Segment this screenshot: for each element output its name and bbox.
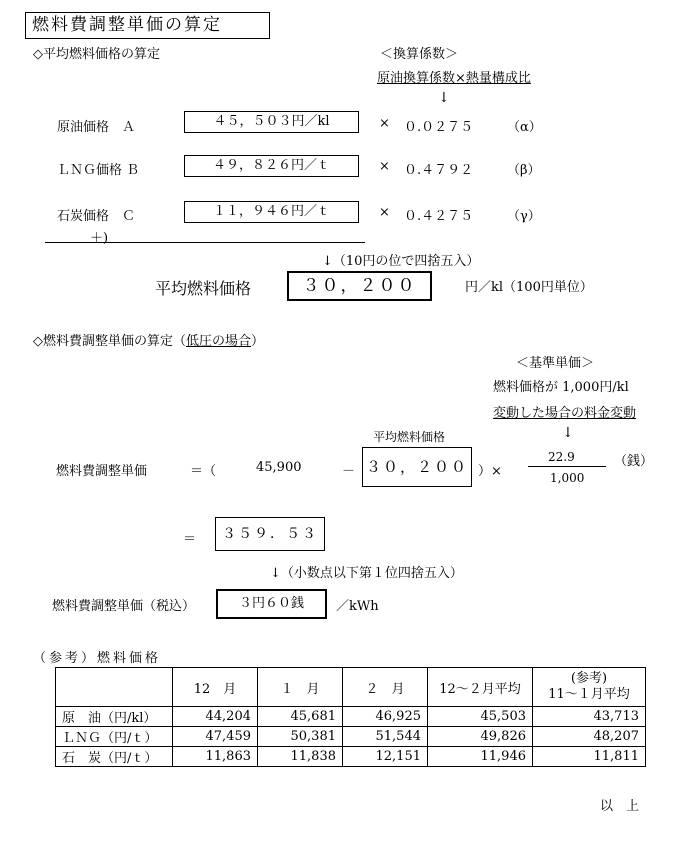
table-header-cell: 12 月 xyxy=(173,668,258,707)
fuel-label-oil: 原油価格 Ａ xyxy=(57,120,136,135)
avg-price-box: ３０，２００ xyxy=(362,447,472,487)
table-cell: 石 炭（円/ｔ） xyxy=(56,747,173,767)
table-cell: 50,381 xyxy=(258,727,343,747)
fraction-numerator: 22.9 xyxy=(548,450,575,464)
result-value: ３５９．５３ xyxy=(215,517,325,551)
coef-oil: ０.０２７５ xyxy=(404,120,474,135)
table-cell: 原 油（円/kl） xyxy=(56,707,173,727)
section2-heading: ◇燃料費調整単価の算定（低圧の場合） xyxy=(33,334,265,349)
page-title: 燃料費調整単価の算定 xyxy=(25,12,270,39)
fuel-label-lng: ＬＮＧ価格 Ｂ xyxy=(57,163,140,178)
sen-unit: （銭） xyxy=(614,454,654,469)
section1-heading: ◇平均燃料価格の算定 xyxy=(33,47,160,62)
coef-coal: ０.４２７５ xyxy=(404,209,474,224)
times-sign: × xyxy=(379,205,390,220)
minus-sign: － xyxy=(342,464,356,479)
rounding-note: ↓（10円の位で四捨五入） xyxy=(322,254,480,269)
table-header-cell: ２ 月 xyxy=(343,668,428,707)
formula-label: 燃料費調整単価 xyxy=(56,464,148,479)
fuel-value-lng: ４９，８２６円／ｔ xyxy=(184,155,359,177)
fraction-denominator: 1,000 xyxy=(550,471,585,485)
fuel-label-coal: 石炭価格 Ｃ xyxy=(57,209,136,224)
table-cell: 48,207 xyxy=(533,727,646,747)
table-cell: 51,544 xyxy=(343,727,428,747)
table-row xyxy=(56,747,646,767)
conversion-sublabel: 原油換算係数×熱量構成比 xyxy=(377,71,531,86)
table-cell: 45,503 xyxy=(428,707,533,727)
base-unit-line2: 変動した場合の料金変動 xyxy=(493,406,637,421)
close-times: ）× xyxy=(478,464,502,479)
table-cell: 45,681 xyxy=(258,707,343,727)
down-arrow: ↓ xyxy=(438,90,450,106)
down-arrow: ↓ xyxy=(562,425,574,441)
table-cell: 49,826 xyxy=(428,727,533,747)
table-cell: 46,925 xyxy=(343,707,428,727)
table-cell: 11,946 xyxy=(428,747,533,767)
table-cell: 47,459 xyxy=(173,727,258,747)
times-sign: × xyxy=(379,159,390,174)
avg-price-label: 平均燃料価格 xyxy=(155,279,252,298)
table-header-cell: (参考) 11～１月平均 xyxy=(533,668,646,707)
table-cell: 12,151 xyxy=(343,747,428,767)
taxed-unit: ／kWh xyxy=(336,599,379,614)
plus-sign: ＋) xyxy=(90,231,109,246)
table-header-row xyxy=(56,668,646,707)
table-cell: 44,204 xyxy=(173,707,258,727)
table-cell: 11,811 xyxy=(533,747,646,767)
fuel-value-coal: １１，９４６円／ｔ xyxy=(184,201,359,223)
greek-gamma: （γ） xyxy=(507,209,541,224)
equals-sign: ＝ xyxy=(183,532,197,547)
table-cell: ＬＮＧ（円/ｔ） xyxy=(56,727,173,747)
greek-alpha: （α） xyxy=(507,120,542,135)
table-header-cell xyxy=(56,668,173,707)
greek-beta: （β） xyxy=(507,163,541,178)
closing-text: 以 上 xyxy=(600,799,640,814)
taxed-label: 燃料費調整単価（税込） xyxy=(52,599,196,614)
coef-lng: ０.４７９２ xyxy=(404,163,474,178)
base-price: 45,900 xyxy=(256,460,302,475)
equals-open: ＝（ xyxy=(190,464,217,479)
table-row xyxy=(56,707,646,727)
fraction-bar xyxy=(528,466,606,467)
table-cell: 43,713 xyxy=(533,707,646,727)
table-cell: 11,863 xyxy=(173,747,258,767)
reference-title: （参考）燃料価格 xyxy=(33,651,162,666)
table-header-cell: １ 月 xyxy=(258,668,343,707)
base-unit-label: ＜基準単価＞ xyxy=(516,356,595,371)
sum-line xyxy=(45,242,365,243)
base-unit-line1: 燃料価格が 1,000円/kl xyxy=(493,380,629,395)
table-header-cell: 12～２月平均 xyxy=(428,668,533,707)
avg-price-small-label: 平均燃料価格 xyxy=(373,430,446,444)
reference-table xyxy=(55,667,646,767)
conversion-label: ＜換算係数＞ xyxy=(380,47,459,62)
fuel-value-oil: ４５，５０３円／kl xyxy=(184,111,359,133)
avg-price-value: ３０，２００ xyxy=(287,271,432,301)
times-sign: × xyxy=(379,116,390,131)
avg-price-unit: 円／kl（100円単位） xyxy=(465,280,593,295)
taxed-value: ３円６０銭 xyxy=(216,589,327,619)
table-cell: 11,838 xyxy=(258,747,343,767)
table-row xyxy=(56,727,646,747)
rounding-note2: ↓（小数点以下第１位四捨五入） xyxy=(270,566,463,581)
